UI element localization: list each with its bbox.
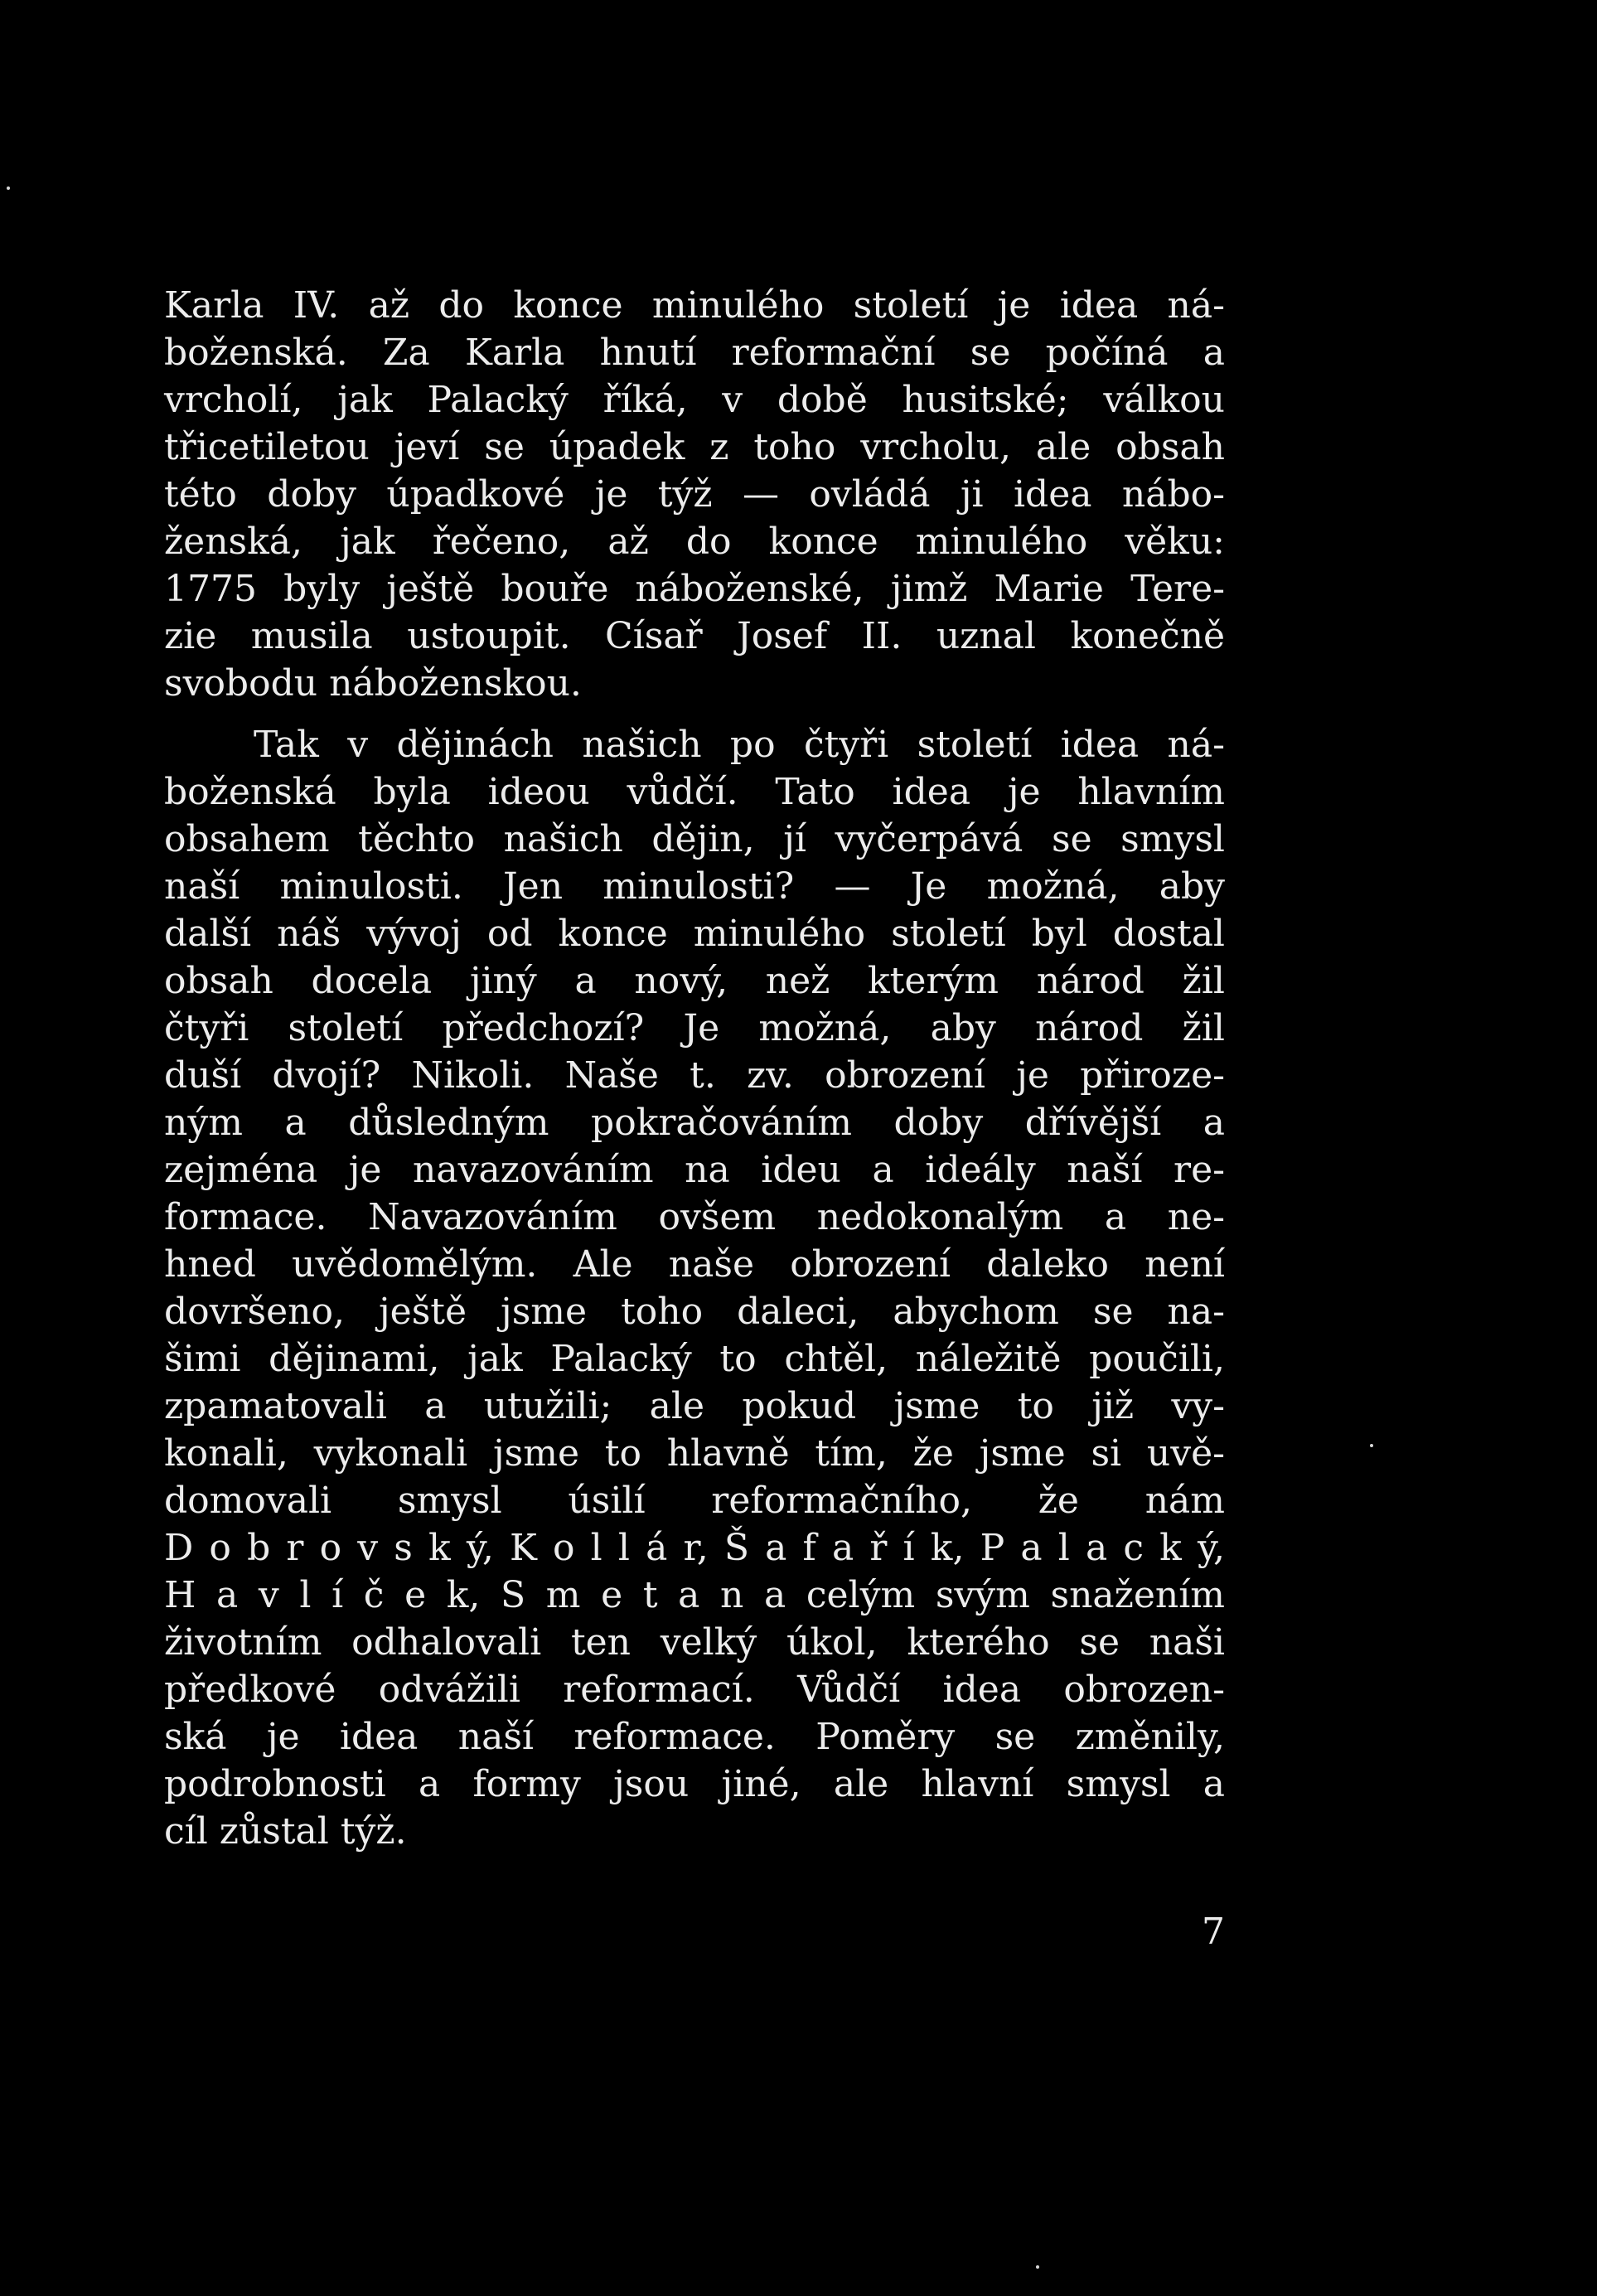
text-line: předkové odvážili reformací. Vůdčí idea obrozen- [164, 1669, 1225, 1711]
text-line: boženská. Za Karla hnutí reformační se počíná a [164, 332, 1225, 374]
text-line: Karla IV. až do konce minulého století je idea ná- [164, 284, 1225, 327]
text-line: naší minulosti. Jen minulosti? — Je možná, aby [164, 865, 1225, 908]
text-line: ženská, jak řečeno, až do konce minulého věku: [164, 521, 1225, 563]
text-line: formace. Navazováním ovšem nedokonalým a ne- [164, 1196, 1225, 1238]
text-line: svobodu náboženskou. [164, 662, 582, 705]
text-line: další náš vývoj od konce minulého století byl dostal [164, 913, 1225, 955]
text-line: domovali smysl úsilí reformačního, že nám [164, 1480, 1225, 1522]
text-line: cíl zůstal týž. [164, 1810, 407, 1853]
text-line: této doby úpadkové je týž — ovládá ji idea nábo- [164, 473, 1225, 516]
text-line: dovršeno, ještě jsme toho daleci, abychom se na- [164, 1291, 1225, 1333]
text-line: obsah docela jiný a nový, než kterým národ žil [164, 960, 1225, 1002]
text-line: čtyři století předchozí? Je možná, aby národ žil [164, 1007, 1225, 1049]
text-line: duší dvojí? Nikoli. Naše t. zv. obrození je přiroze- [164, 1054, 1225, 1097]
text-line: zpamatovali a utužili; ale pokud jsme to již vy- [164, 1385, 1225, 1427]
text-line: boženská byla ideou vůdčí. Tato idea je hlavním [164, 771, 1225, 813]
text-line: zejména je navazováním na ideu a ideály naší re- [164, 1149, 1225, 1191]
text-line: životním odhalovali ten velký úkol, kterého se naši [164, 1621, 1225, 1664]
text-line: šimi dějinami, jak Palacký to chtěl, náležitě poučili, [164, 1338, 1225, 1380]
text-line: třicetiletou jeví se úpadek z toho vrcholu, ale obsah [164, 426, 1225, 468]
text-line: Tak v dějinách našich po čtyři století idea ná- [254, 724, 1225, 766]
scan-speck [1370, 1444, 1373, 1447]
scan-speck [7, 186, 10, 190]
page-number: 7 [1202, 1911, 1225, 1953]
text-line: hned uvědomělým. Ale naše obrození daleko není [164, 1243, 1225, 1286]
text-line: D o b r o v s k ý, K o l l á r, Š a f a ř í k, P a l a c k ý, [164, 1527, 1225, 1569]
text-line: 1775 byly ještě bouře náboženské, jimž Marie Tere- [164, 568, 1225, 610]
text-line: konali, vykonali jsme to hlavně tím, že jsme si uvě- [164, 1432, 1225, 1475]
text-line: podrobnosti a formy jsou jiné, ale hlavní smysl a [164, 1763, 1225, 1805]
text-line: ným a důsledným pokračováním doby dřívější a [164, 1102, 1225, 1144]
scan-speck [1036, 2265, 1039, 2269]
text-line: H a v l í č e k, S m e t a n a celým svým snažením [164, 1574, 1225, 1616]
text-line: vrcholí, jak Palacký říká, v době husitské; válkou [164, 379, 1225, 421]
text-line: zie musila ustoupit. Císař Josef II. uznal konečně [164, 615, 1225, 657]
text-line: ská je idea naší reformace. Poměry se změnily, [164, 1716, 1225, 1758]
text-line: obsahem těchto našich dějin, jí vyčerpává se smysl [164, 818, 1225, 860]
